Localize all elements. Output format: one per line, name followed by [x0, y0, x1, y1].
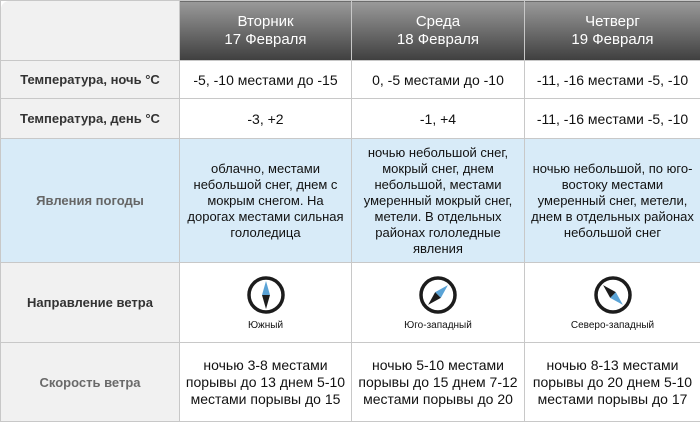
wind-speed-line: порывы до 20 днем 5-10 — [529, 374, 696, 391]
row-label-temp-night: Температура, ночь °C — [1, 61, 180, 99]
day-header-thursday — [525, 1, 700, 61]
row-label-temp-day: Температура, день °C — [1, 99, 180, 139]
wind-speed-line: местами порывы до 15 — [184, 391, 347, 408]
weather-line: мокрым снегом. На — [184, 193, 347, 209]
temp-day-wednesday: -1, +4 — [352, 99, 525, 139]
row-label-wind-speed: Скорость ветра — [1, 343, 180, 422]
temp-night-thursday: -11, -16 местами -5, -10 — [525, 61, 700, 99]
wind-speed-line: местами порывы до 17 — [529, 391, 696, 408]
day-name: Среда — [356, 13, 520, 31]
row-label-weather: Явления погоды — [1, 139, 180, 263]
day-name: Вторник — [184, 13, 347, 31]
weather-thursday — [525, 139, 700, 263]
wind-speed-line: ночью 5-10 местами — [356, 357, 520, 374]
wind-speed-line: местами порывы до 20 — [356, 391, 520, 408]
weather-line: небольшой снег, днем с — [184, 177, 347, 193]
temp-day-tuesday: -3, +2 — [180, 99, 352, 139]
row-label-wind-direction: Направление ветра — [1, 263, 180, 343]
row-temp-night — [1, 61, 700, 99]
row-temp-day — [1, 99, 700, 139]
weather-line: небольшой, местами — [356, 177, 520, 193]
weather-line: гололедица — [184, 225, 347, 241]
weather-line: умеренный мокрый снег, — [356, 193, 520, 209]
wind-direction-name: Южный — [184, 320, 347, 331]
weather-line: днем в отдельных районах — [529, 209, 696, 225]
compass-southwest-icon — [417, 274, 459, 316]
weather-line: мокрый снег, днем — [356, 161, 520, 177]
weather-line: умеренный снег, метели, — [529, 193, 696, 209]
header-corner — [1, 1, 180, 61]
temp-day-thursday: -11, -16 местами -5, -10 — [525, 99, 700, 139]
day-header-wednesday — [352, 1, 525, 61]
weather-line: ночью небольшой снег, — [356, 145, 520, 161]
weather-tuesday — [180, 139, 352, 263]
weather-line: небольшой снег — [529, 225, 696, 241]
weather-line: районах гололедные — [356, 225, 520, 241]
temp-night-tuesday: -5, -10 местами до -15 — [180, 61, 352, 99]
wind-direction-thursday — [525, 263, 700, 343]
header-row — [1, 1, 700, 61]
weather-line: метели. В отдельных — [356, 209, 520, 225]
row-wind-direction — [1, 263, 700, 343]
compass-northwest-icon — [592, 274, 634, 316]
wind-direction-wednesday — [352, 263, 525, 343]
weather-line: дорогах местами сильная — [184, 209, 347, 225]
wind-direction-name: Северо-западный — [529, 320, 696, 331]
row-wind-speed — [1, 343, 700, 422]
weather-line: явления — [356, 241, 520, 257]
wind-speed-line: порывы до 15 днем 7-12 — [356, 374, 520, 391]
day-date: 18 Февраля — [356, 31, 520, 49]
day-date: 17 Февраля — [184, 31, 347, 49]
weather-line: облачно, местами — [184, 161, 347, 177]
wind-direction-tuesday — [180, 263, 352, 343]
weather-line: ночью небольшой, по юго- — [529, 161, 696, 177]
day-date: 19 Февраля — [529, 31, 696, 49]
weather-line: востоку местами — [529, 177, 696, 193]
wind-speed-wednesday — [352, 343, 525, 422]
weather-wednesday — [352, 139, 525, 263]
day-name: Четверг — [529, 13, 696, 31]
compass-south-icon — [245, 274, 287, 316]
wind-speed-line: ночью 3-8 местами — [184, 357, 347, 374]
wind-speed-line: порывы до 13 днем 5-10 — [184, 374, 347, 391]
day-header-tuesday — [180, 1, 352, 61]
wind-speed-tuesday — [180, 343, 352, 422]
wind-direction-name: Юго-западный — [356, 320, 520, 331]
wind-speed-line: ночью 8-13 местами — [529, 357, 696, 374]
wind-speed-thursday — [525, 343, 700, 422]
row-weather — [1, 139, 700, 263]
temp-night-wednesday: 0, -5 местами до -10 — [352, 61, 525, 99]
